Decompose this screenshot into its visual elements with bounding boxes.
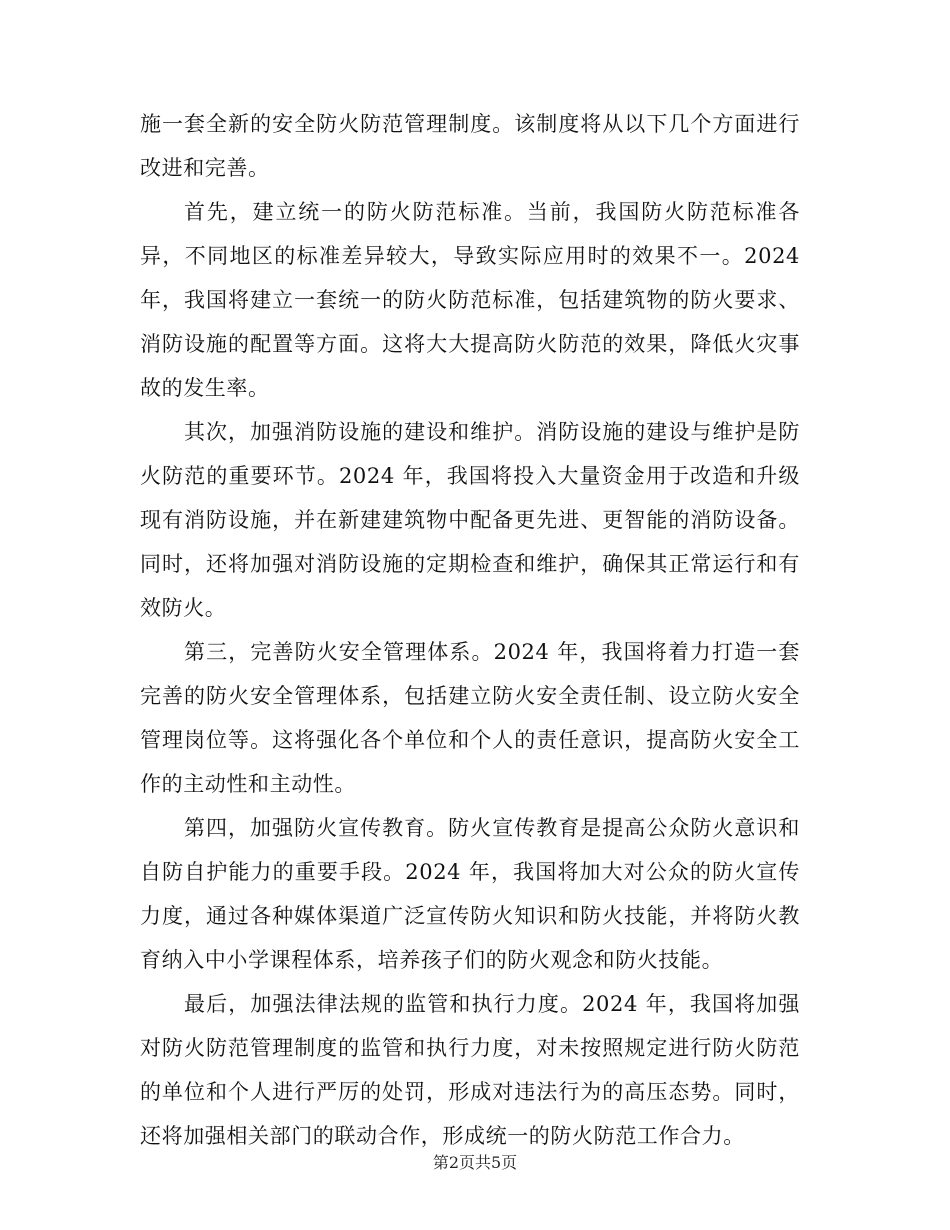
paragraph-fourth: 第四，加强防火宣传教育。防火宣传教育是提高公众防火意识和自防自护能力的重要手段。2024 年，我国将加大对公众的防火宣传力度，通过各种媒体渠道广泛宣传防火知识和防火技能，并将防火教育纳入中小学课程体系，培养孩子们的防火观念和防火技能。 xyxy=(140,816,800,972)
paragraph-second: 其次，加强消防设施的建设和维护。消防设施的建设与维护是防火防范的重要环节。2024 年，我国将投入大量资金用于改造和升级现有消防设施，并在新建建筑物中配备更先进、更智能的消防设备。同时，还将加强对消防设施的定期检查和维护，确保其正常运行和有效防火。 xyxy=(140,420,800,620)
paragraph-intro: 施一套全新的安全防火防范管理制度。该制度将从以下几个方面进行改进和完善。 xyxy=(140,112,800,180)
paragraph-last: 最后，加强法律法规的监管和执行力度。2024 年，我国将加强对防火防范管理制度的监管和执行力度，对未按照规定进行防火防范的单位和个人进行严厉的处罚，形成对违法行为的高压态势。同时，还将加强相关部门的联动合作，形成统一的防火防范工作合力。 xyxy=(140,992,800,1148)
document-body xyxy=(140,102,800,1158)
page-number-footer: 第2页共5页 xyxy=(432,1153,518,1172)
paragraph-first: 首先，建立统一的防火防范标准。当前，我国防火防范标准各异，不同地区的标准差异较大，导致实际应用时的效果不一。2024 年，我国将建立一套统一的防火防范标准，包括建筑物的防火要求、消防设施的配置等方面。这将大大提高防火防范的效果，降低火灾事故的发生率。 xyxy=(140,200,800,400)
paragraph-third: 第三，完善防火安全管理体系。2024 年，我国将着力打造一套完善的防火安全管理体系，包括建立防火安全责任制、设立防火安全管理岗位等。这将强化各个单位和个人的责任意识，提高防火安全工作的主动性和主动性。 xyxy=(140,640,800,796)
